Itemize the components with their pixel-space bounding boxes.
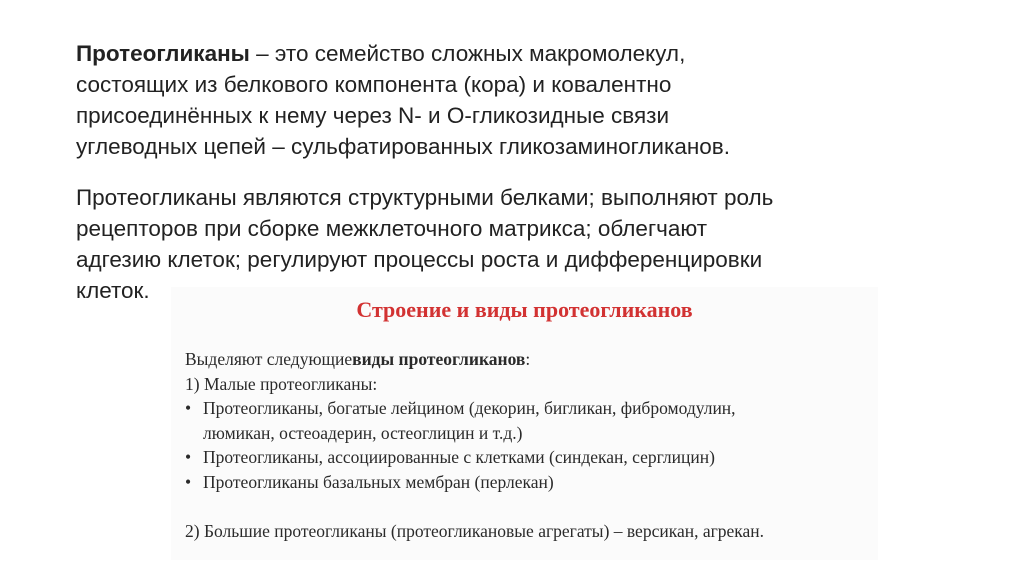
bullet-icon: • — [185, 447, 192, 467]
bullet-item-leucine — [185, 396, 764, 421]
bullet-icon: • — [185, 471, 192, 492]
definition-line-1 — [76, 38, 956, 69]
bullet-leucine-line1: Протеогликаны, богатые лейцином (декорин, бигликан, фибромодулин, — [203, 398, 736, 418]
inset-title: Строение и виды протеогликанов — [356, 297, 693, 322]
large-proteoglycans-line: 2) Большие протеогликаны (протеогликановые агрегаты) – версикан, агрекан. — [185, 521, 765, 541]
function-line-2: рецепторов при сборке межклеточного матрикса; облегчают — [76, 216, 708, 241]
intro-suffix: : — [525, 349, 531, 369]
definition-line-3: присоединённых к нему через N- и O-гликозидные связи — [76, 103, 670, 128]
definition-line-2: состоящих из белкового компонента (кора) и ковалентно — [76, 72, 672, 97]
function-line-1: Протеогликаны являются структурными белками; выполняют роль — [76, 185, 774, 210]
bullet-basement-text: Протеогликаны базальных мембран (перлекан) — [203, 471, 554, 492]
function-line-4: клеток. — [76, 278, 150, 303]
definition-paragraph — [76, 38, 956, 162]
spacer — [185, 494, 764, 519]
bullet-item-basement — [185, 470, 764, 495]
bullet-icon: • — [185, 398, 192, 418]
types-image-panel — [171, 287, 878, 560]
bullet-leucine-line2: люмикан, остеоадерин, остеоглицин и т.д.) — [203, 422, 523, 443]
definition-line-1-text: – это семейство сложных макромолекул, — [249, 41, 686, 66]
term-proteoglycans: Протеогликаны — [76, 41, 250, 66]
bullet-cell-text: Протеогликаны, ассоциированные с клетками (синдекан, серглицин) — [203, 447, 715, 467]
intro-line — [185, 347, 764, 372]
bullet-item-cell — [185, 445, 764, 470]
inset-body — [185, 347, 764, 544]
intro-prefix: Выделяют следующие — [185, 349, 353, 369]
intro-bold: виды протеогликанов — [352, 349, 526, 369]
function-line-3: адгезию клеток; регулируют процессы роста и дифференцировки — [76, 247, 763, 272]
small-proteoglycans-heading: 1) Малые протеогликаны: — [185, 373, 378, 394]
definition-line-4: углеводных цепей – сульфатированных гликозаминогликанов. — [76, 134, 730, 159]
